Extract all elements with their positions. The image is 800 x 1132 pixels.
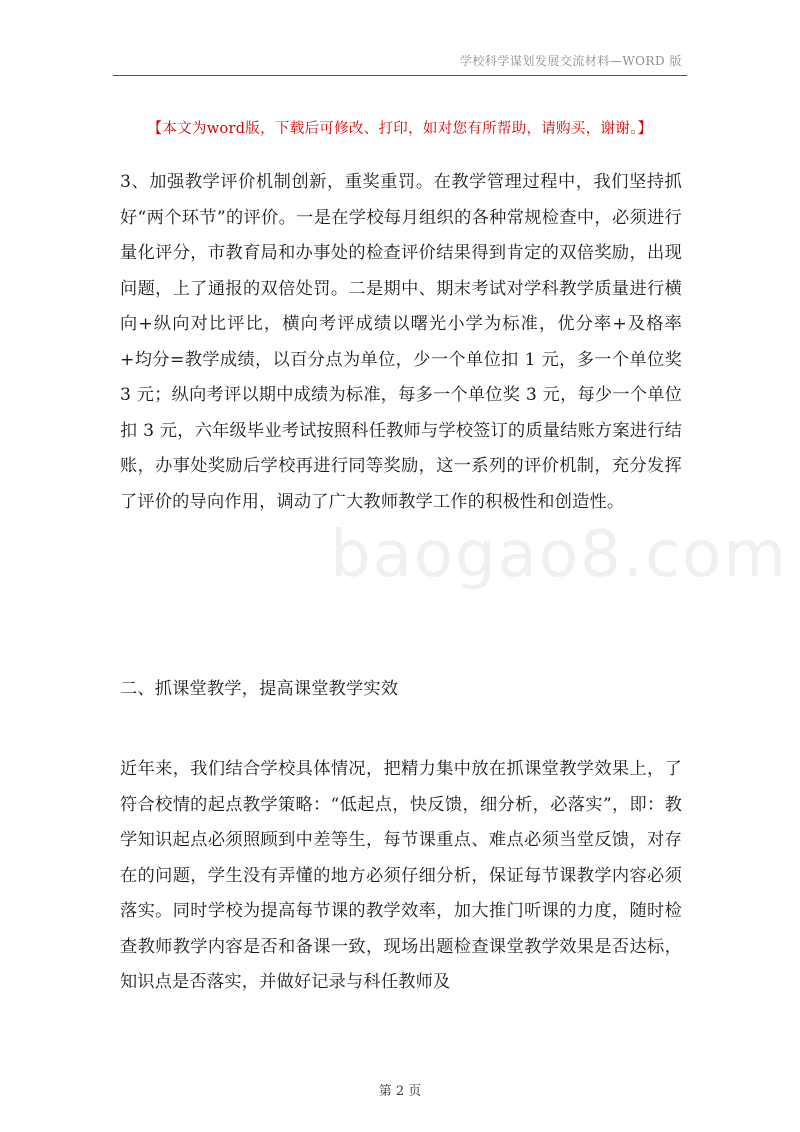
purchase-notice: 【本文为word版，下载后可修改、打印，如对您有所帮助，请购买，谢谢。】 xyxy=(147,121,653,137)
page-header-title: 学校科学谋划发展交流材料—WORD 版 xyxy=(459,54,682,68)
body-paragraph-evaluation: 3、加强教学评价机制创新，重奖重罚。在教学管理过程中，我们坚持抓好“两个环节”的评价。一是在学校每月组织的各种常规检查中，必须进行量化评分，市教育局和办事处的检查评价结果得到肯定的双倍奖励，出现问题，上了通报的双倍处罚。二是期中、期末考试对学科教学质量进行横向+纵向对比评比，横向考评成绩以曙光小学为标准，优分率+及格率+均分=教学成绩，以百分点为单位，少一个单位扣 1 元，多一个单位奖 3 元；纵向考评以期中成绩为标准，每多一个单位奖 3 元，每少一个单位扣 3 元，六年级毕业考试按照科任教师与学校签订的质量结账方案进行结账，办事处奖励后学校再进行同等奖励，这一系列的评价机制，充分发挥了评价的导向作用，调动了广大教师教学工作的积极性和创造性。 xyxy=(120,172,682,512)
section-heading: 二、抓课堂教学，提高课堂教学实效 xyxy=(120,679,399,699)
body-paragraph-classroom: 近年来，我们结合学校具体情况，把精力集中放在抓课堂教学效果上，了符合校情的起点教学策略：“低起点，快反馈，细分析，必落实”，即：教学知识起点必须照顾到中差等生，每节课重点、难点必须当堂反馈，对存在的问题，学生没有弄懂的地方必须仔细分析，保证每节课教学内容必须落实。同时学校为提高每节课的教学效率，加大推门听课的力度，随时检查教师教学内容是否和备课一致，现场出题检查课堂教学效果是否达标，知识点是否落实，并做好记录与科任教师及 xyxy=(120,759,682,992)
page-number: 第 2 页 xyxy=(378,1084,422,1099)
header-divider xyxy=(113,75,687,76)
watermark: baogao8.com xyxy=(330,518,788,592)
